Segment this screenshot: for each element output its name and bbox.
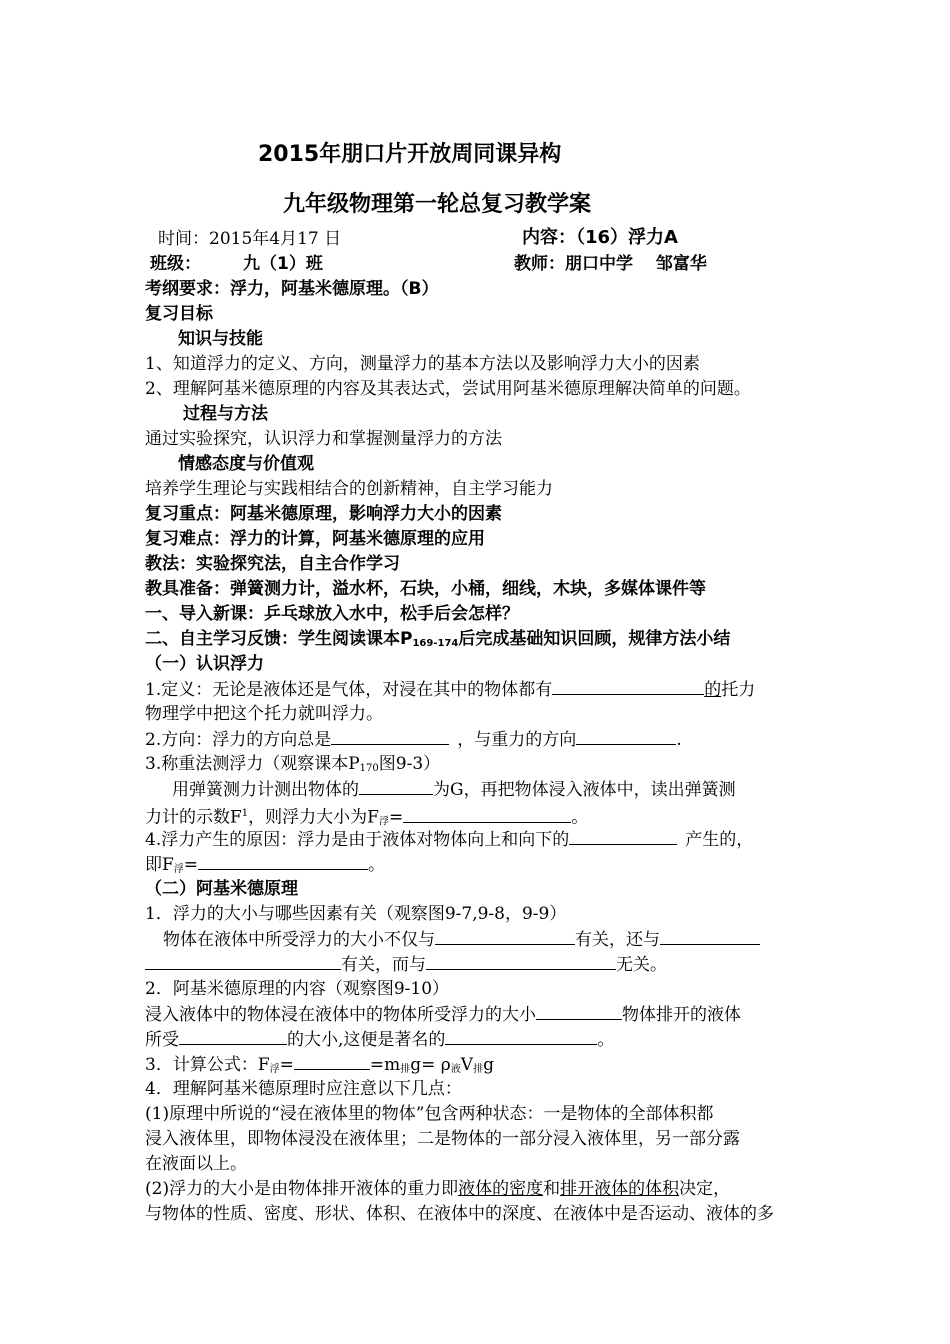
cause-text: 4.浮力产生的原因：浮力是由于液体对物体向上和向下的: [145, 830, 570, 850]
weighing-3-end: 。: [571, 807, 589, 828]
note-2-volume: 排开液体的体积: [560, 1179, 680, 1199]
cause-2-end: 。: [368, 855, 386, 875]
note-2-line-2: 与物体的性质、密度、形状、体积、在液体中的深度、在液体中是否运动、液体的多: [145, 1204, 774, 1224]
formula-blank[interactable]: [294, 1053, 370, 1070]
weighing-3-text: 力计的示数F: [145, 807, 242, 828]
section-2-page-range: 169-174: [412, 638, 459, 649]
note-2-and: 和: [543, 1179, 561, 1199]
note-1-line-2: 浸入液体里，即物体浸没在液体里；二是物体的一部分浸入液体里，另一部分露: [145, 1129, 740, 1149]
cause-line: [145, 828, 753, 851]
archimedes-3-text: 所受: [145, 1030, 179, 1050]
direction-text-2: ，与重力的方向: [457, 730, 577, 750]
goal-heading: 复习目标: [145, 304, 213, 324]
cause-line-2: [145, 853, 385, 881]
doc-title-1: 2015年朋口片开放周同课异构: [258, 142, 562, 167]
weighing-page: 170: [359, 763, 379, 774]
section-2-text-b: 后完成基础知识回顾，规律方法小结: [458, 629, 731, 649]
knowledge-item-2: 2、理解阿基米德原理的内容及其表达式，尝试用阿基米德原理解决简单的问题。: [145, 379, 751, 399]
knowledge-item-1: 1、知道浮力的定义、方向，测量浮力的基本方法以及影响浮力大小的因素: [145, 354, 700, 374]
cause-2-sub: 浮: [173, 864, 184, 875]
weighing-3-eq: =: [388, 807, 404, 828]
factor-blank-1[interactable]: [435, 928, 575, 945]
note-2-text: (2)浮力的大小是由物体排开液体的重力即: [145, 1179, 459, 1199]
factor-3-text: 有关，而与: [341, 955, 426, 975]
weighing-line: [145, 753, 440, 780]
factor-blank-4[interactable]: [426, 953, 616, 970]
direction-blank-1[interactable]: [331, 728, 449, 745]
factor-line-1: 1．浮力的大小与哪些因素有关（观察图9-7,9-8，9-9）: [145, 904, 567, 924]
direction-blank-2[interactable]: [576, 728, 676, 745]
doc-title-2: 九年级物理第一轮总复习教学案: [283, 192, 592, 217]
definition-blank[interactable]: [552, 678, 704, 695]
difficulty-line: 复习难点：浮力的计算，阿基米德原理的应用: [145, 529, 485, 549]
archimedes-2-tail: 物体排开的液体: [622, 1005, 741, 1025]
formula-volume: V: [460, 1055, 474, 1075]
formula-density: g= ρ: [410, 1055, 451, 1075]
cause-blank-2[interactable]: [198, 853, 368, 870]
formula-sub-3: 液: [450, 1064, 461, 1075]
section-2-text-a: 二、自主学习反馈：学生阅读课本P: [145, 629, 413, 649]
weighing-3-text-b: ，则浮力大小为F: [248, 807, 379, 828]
note-2-density: 液体的密度: [458, 1179, 544, 1199]
direction-line: [145, 728, 682, 751]
formula-g: g: [483, 1055, 494, 1075]
attitude-text: 培养学生理论与实践相结合的创新精神，自主学习能力: [145, 479, 553, 499]
note-1-line-3: 在液面以上。: [145, 1154, 247, 1174]
cause-tail: 产生的，: [685, 830, 754, 850]
part-1-heading: （一）认识浮力: [145, 654, 264, 674]
time-line: 时间：2015年4月17 日: [158, 229, 342, 249]
note-1-line-1: (1)原理中所说的“浸在液体里的物体”包含两种状态：一是物体的全部体积都: [145, 1104, 714, 1124]
definition-underlined: 的: [704, 680, 722, 700]
factor-line-3: [145, 953, 667, 976]
requirement-line: 考纲要求：浮力，阿基米德原理。（B）: [145, 279, 439, 299]
factor-2-text: 物体在液体中所受浮力的大小不仅与: [163, 930, 435, 950]
formula-eq: =: [279, 1055, 294, 1075]
note-2-line-1: [145, 1178, 730, 1200]
archimedes-3-end: 。: [597, 1030, 615, 1050]
factor-2-mid: 有关，还与: [575, 930, 660, 950]
formula-sub-2: 排: [400, 1064, 411, 1075]
archimedes-blank-3[interactable]: [445, 1028, 597, 1045]
archimedes-line-3: [145, 1028, 614, 1051]
factor-line-2: [163, 928, 760, 951]
factor-blank-3[interactable]: [145, 953, 341, 970]
formula-text: 3．计算公式：F: [145, 1055, 270, 1075]
cause-blank-1[interactable]: [569, 828, 677, 845]
weighing-blank-2[interactable]: [403, 806, 571, 823]
archimedes-blank-1[interactable]: [536, 1003, 622, 1020]
part-2-heading: （二）阿基米德原理: [145, 879, 298, 899]
archimedes-line-2: [145, 1003, 741, 1026]
archimedes-3-mid: 的大小,这便是著名的: [287, 1030, 446, 1050]
equipment-line: 教具准备：弹簧测力计，溢水杯，石块，小桶，细线，木块，多媒体课件等: [145, 579, 706, 599]
factor-blank-2[interactable]: [660, 928, 760, 945]
weighing-line-2: [172, 778, 736, 801]
class-label: 班级：: [150, 254, 201, 274]
section-2-line: [145, 628, 730, 655]
knowledge-heading: 知识与技能: [178, 329, 263, 349]
cause-2-eq: =: [183, 855, 199, 875]
direction-end: .: [676, 730, 682, 750]
method-line: 教法：实验探究法，自主合作学习: [145, 554, 400, 574]
teacher-line: 教师：朋口中学 邹富华: [514, 254, 707, 274]
formula-sub-4: 排: [473, 1064, 484, 1075]
archimedes-blank-2[interactable]: [179, 1028, 287, 1045]
key-point-line: 复习重点：阿基米德原理，影响浮力大小的因素: [145, 504, 502, 524]
archimedes-2-text: 浸入液体中的物体浸在液体中的物体所受浮力的大小: [145, 1005, 536, 1025]
content-line: 内容：（16）浮力A: [522, 227, 678, 248]
weighing-3-sub: 浮: [378, 816, 389, 828]
process-text: 通过实验探究，认识浮力和掌握测量浮力的方法: [145, 429, 502, 449]
weighing-figure: 图9-3）: [378, 754, 441, 774]
weighing-2-text: 用弹簧测力计测出物体的: [172, 780, 359, 800]
weighing-3-sup: 1: [241, 808, 249, 819]
formula-line: [145, 1053, 494, 1081]
weighing-blank-1[interactable]: [359, 778, 433, 795]
definition-text: 1.定义：无论是液体还是气体，对浸在其中的物体都有: [145, 680, 553, 700]
class-value: 九（1）班: [243, 254, 323, 274]
process-heading: 过程与方法: [183, 404, 268, 424]
weighing-2-tail: 为G，再把物体浸入液体中，读出弹簧测: [433, 780, 736, 800]
note-heading: 4．理解阿基米德原理时应注意以下几点：: [145, 1079, 462, 1099]
factor-3-tail: 无关。: [616, 955, 667, 975]
definition-line: [145, 678, 755, 701]
archimedes-line-1: 2．阿基米德原理的内容（观察图9-10）: [145, 979, 450, 999]
direction-text: 2.方向：浮力的方向总是: [145, 730, 332, 750]
weighing-text: 3.称重法测浮力（观察课本P: [145, 754, 360, 774]
formula-sub-1: 浮: [269, 1064, 280, 1075]
cause-2-text: 即F: [145, 855, 174, 875]
note-2-tail: 决定，: [679, 1179, 731, 1199]
attitude-heading: 情感态度与价值观: [178, 454, 314, 474]
section-1-line: 一、导入新课：乒乓球放入水中，松手后会怎样？: [145, 604, 519, 624]
definition-line-2: 物理学中把这个托力就叫浮力。: [145, 704, 383, 724]
formula-mass: =m: [369, 1055, 401, 1075]
definition-tail: 托力: [721, 680, 756, 700]
